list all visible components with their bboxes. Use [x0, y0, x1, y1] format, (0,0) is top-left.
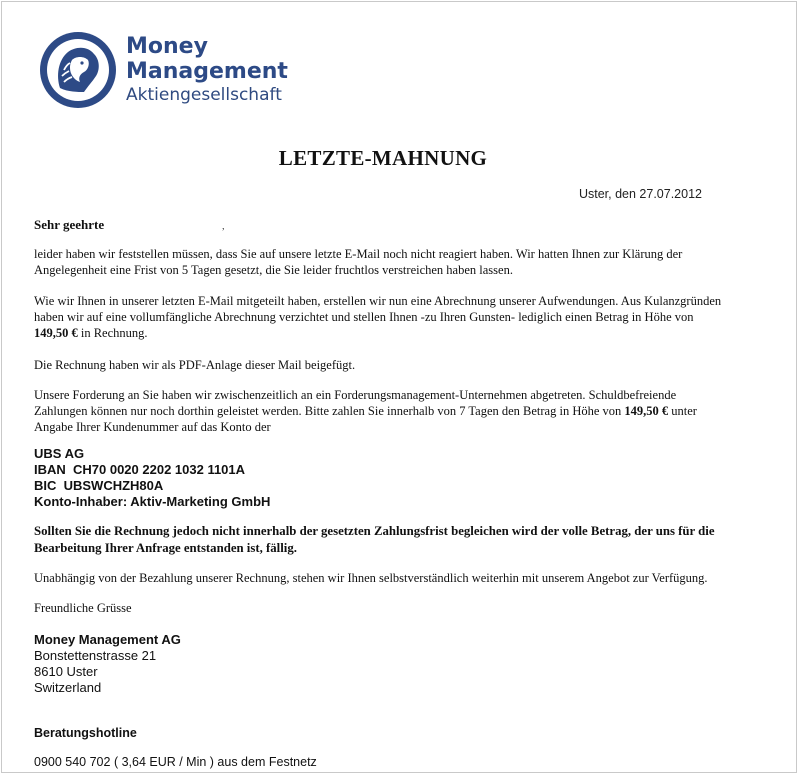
p2-text: Wie wir Ihnen in unserer letzten E-Mail mitgeteilt haben, erstellen wir nun eine Abrechnung unserer Aufwendungen. Aus Kulanzgründen haben wir auf eine vollumfängliche Abrechnung verzichtet und stellen Ihnen -zu Ihren Gunsten- lediglich einen Betrag in Höhe von — [34, 294, 722, 324]
paragraph-offer: Unabhängig von der Bezahlung unserer Rechnung, stehen wir Ihnen selbstverständlich weiterhin mit unserem Angebot zur Verfügung. — [34, 571, 708, 585]
paragraph-intro: leider haben wir feststellen müssen, dass Sie auf unsere letzte E-Mail noch nicht reagiert haben. Wir hatten Ihnen zur Klärung der Angelegenheit eine Frist von 5 Tagen gesetzt, die Sie leider fruchtlos verstreichen haben lassen. — [34, 247, 683, 277]
lion-emblem-icon — [38, 30, 118, 110]
sender-city: 8610 Uster — [34, 664, 98, 679]
bank-name: UBS AG — [34, 446, 85, 461]
payment-warning: Sollten Sie die Rechnung jedoch nicht innerhalb der gesetzten Zahlungsfrist begleichen wird der volle Betrag, der uns für die Bearbeitung Ihrer Anfrage entstanden ist, fällig. — [34, 524, 715, 555]
p2-amount: 149,50 € — [34, 326, 78, 340]
sender-address — [34, 632, 181, 696]
sender-street: Bonstettenstrasse 21 — [34, 648, 157, 663]
bank-iban: IBAN CH70 0020 2202 1032 1101A — [34, 462, 246, 477]
letter-title: LETZTE-MAHNUNG — [278, 146, 488, 170]
logo-name-line2: Management — [126, 59, 288, 84]
p2-text-end: in Rechnung. — [80, 326, 148, 340]
bank-details — [34, 446, 270, 510]
salutation-comma: , — [222, 221, 225, 231]
closing-greeting: Freundliche Grüsse — [34, 601, 132, 615]
p4-amount: 149,50 € — [624, 404, 669, 418]
hotline-number: 0900 540 702 ( 3,64 EUR / Min ) aus dem Festnetz — [34, 755, 317, 769]
p4-text: Unsere Forderung an Sie haben wir zwischenzeitlich an ein Forderungsmanagement-Unternehmen abgetreten. Schuldbefreiende Zahlungen können nur noch dorthin geleistet werden. Bitte zahlen Sie innerhalb von 7 Tagen den Betrag in Höhe von — [34, 388, 677, 418]
logo-name-line1: Money — [126, 34, 208, 59]
paragraph-transfer — [34, 387, 724, 435]
salutation-text: Sehr geehrte — [34, 217, 105, 232]
sender-company: Money Management AG — [34, 632, 181, 647]
salutation — [34, 217, 224, 233]
letter-date: Uster, den 27.07.2012 — [578, 187, 702, 201]
paragraph-invoice — [34, 293, 724, 341]
logo-name-line3: Aktiengesellschaft — [126, 85, 282, 105]
paragraph-attachment: Die Rechnung haben wir als PDF-Anlage dieser Mail beigefügt. — [34, 358, 356, 372]
company-logo — [38, 30, 288, 110]
account-holder: Konto-Inhaber: Aktiv-Marketing GmbH — [34, 494, 271, 509]
p4-text-end: unter Angabe Ihrer Kundenummer auf das Konto der — [34, 404, 697, 434]
hotline-label: Beratungshotline — [34, 726, 137, 740]
sender-country: Switzerland — [34, 680, 102, 695]
bank-bic: BIC UBSWCHZH80A — [34, 478, 164, 493]
